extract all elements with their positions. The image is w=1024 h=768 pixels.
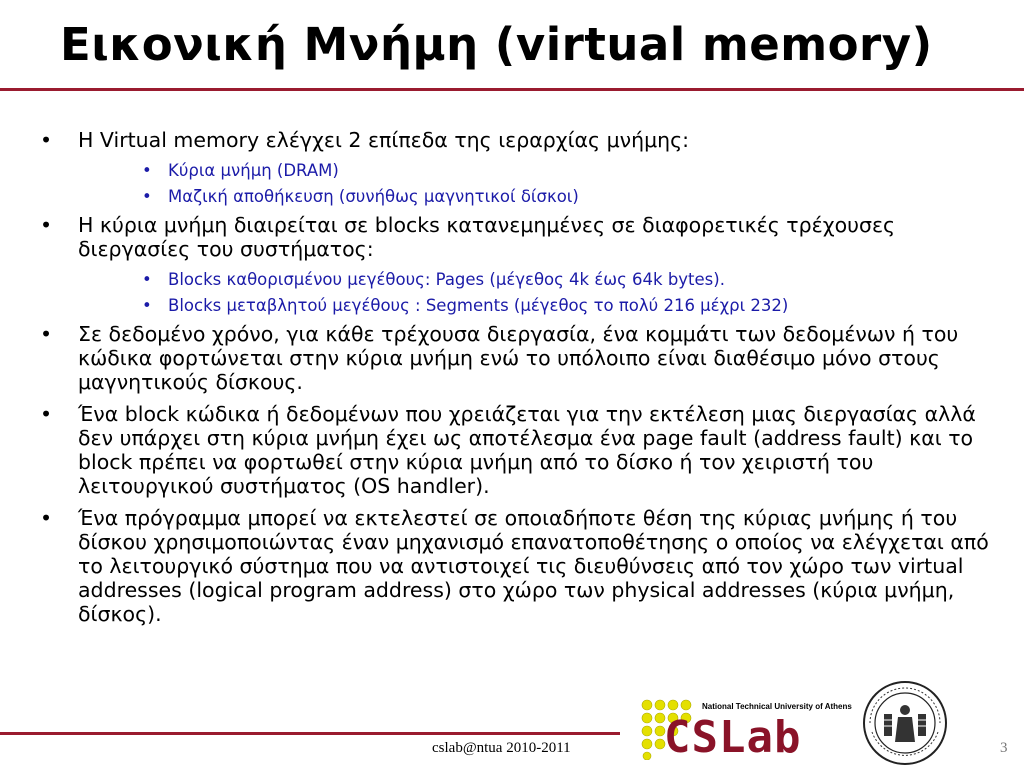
bullet-2-subitems — [40, 269, 1000, 316]
sub-bullet-marker: • — [142, 187, 152, 206]
bullet-3 — [40, 322, 1000, 394]
sub-bullet-marker: • — [142, 270, 152, 289]
bullet-4 — [40, 402, 1000, 498]
sub-bullet — [40, 160, 1000, 181]
bullet-1 — [40, 128, 1000, 152]
footer-text: cslab@ntua 2010-2011 — [432, 740, 571, 756]
sub-bullet-marker: • — [142, 296, 152, 315]
bullet-text: Η Virtual memory ελέγχει 2 επίπεδα της ιεραρχίας μνήμης: — [78, 128, 690, 152]
bullet-text: Ένα block κώδικα ή δεδομένων που χρειάζεται για την εκτέλεση μιας διεργασίας αλλά δεν υπάρχει στη κύρια μνήμη έχει ως αποτέλεσμα ένα page fault (address fault) και το block πρέπει να φορτωθεί στην κύρια μνήμη από το δίσκο ή τον χειριστή του λειτουργικού συστήματος (OS handler). — [78, 402, 976, 498]
bullet-marker: • — [40, 213, 53, 237]
cslab-logo: CSLab — [664, 712, 802, 763]
bullet-marker: • — [40, 506, 53, 530]
sub-bullet-text: Blocks μεταβλητού μεγέθους : Segments (μέγεθος το πολύ 216 μέχρι 232) — [168, 296, 789, 315]
sub-bullet — [40, 295, 1000, 316]
sub-bullet-text: Blocks καθορισμένου μεγέθους: Pages (μέγεθος 4k έως 64k bytes). — [168, 270, 725, 289]
logo-subtitle: National Technical University of Athens — [702, 702, 852, 711]
sub-bullet — [40, 186, 1000, 207]
sub-bullet-text: Μαζική αποθήκευση (συνήθως μαγνητικοί δίσκοι) — [168, 187, 579, 206]
footer-divider — [0, 732, 620, 735]
sub-bullet-text: Κύρια μνήμη (DRAM) — [168, 161, 339, 180]
sub-bullet — [40, 269, 1000, 290]
bullet-marker: • — [40, 402, 53, 426]
sub-bullet-marker: • — [142, 161, 152, 180]
title-divider — [0, 88, 1024, 91]
university-seal-icon — [862, 680, 948, 766]
slide-title: Εικονική Μνήμη (virtual memory) — [60, 18, 933, 71]
bullet-marker: • — [40, 322, 53, 346]
bullet-text: Ένα πρόγραμμα μπορεί να εκτελεστεί σε οποιαδήποτε θέση της κύριας μνήμης ή του δίσκου χρησιμοποιώντας έναν μηχανισμό επανατοποθέτησης ο οποίος να ελέγχεται από το λειτουργικό σύστημα που να αντιστοιχεί τις διευθύνσεις από τον χώρο των virtual addresses (logical program address) στο χώρο των physical addresses (κύρια μνήμη, δίσκος). — [78, 506, 989, 626]
bullet-5 — [40, 506, 1000, 626]
bullet-marker: • — [40, 128, 53, 152]
slide-content — [40, 128, 1000, 634]
bullet-text: Η κύρια μνήμη διαιρείται σε blocks κατανεμημένες σε διαφορετικές τρέχουσες διεργασίες του συστήματος: — [78, 213, 896, 261]
bullet-1-subitems — [40, 160, 1000, 207]
bullet-2 — [40, 213, 1000, 261]
bullet-text: Σε δεδομένο χρόνο, για κάθε τρέχουσα διεργασία, ένα κομμάτι των δεδομένων ή του κώδικα φορτώνεται στην κύρια μνήμη ενώ το υπόλοιπο είναι διαθέσιμο μόνο στους μαγνητικούς δίσκους. — [78, 322, 959, 394]
page-number: 3 — [1000, 740, 1008, 756]
